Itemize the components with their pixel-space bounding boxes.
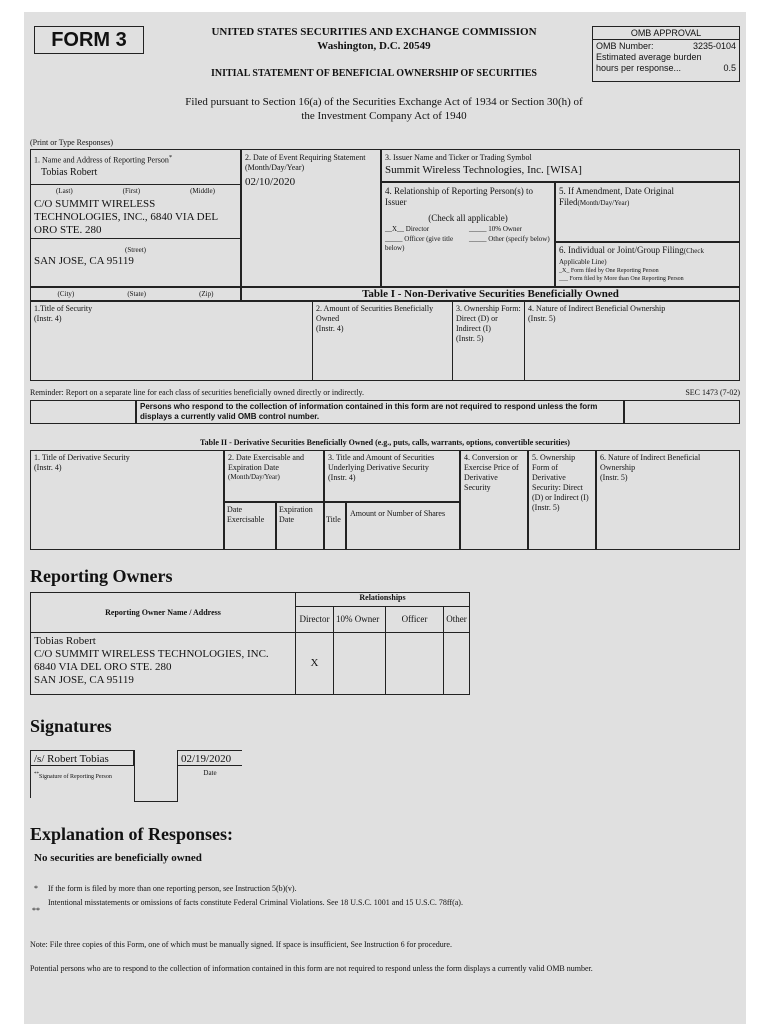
print-or-type: (Print or Type Responses) — [30, 138, 114, 147]
box6-more-persons: ___ Form filed by More than One Reporting Person — [559, 276, 684, 282]
issuer-name-value: Summit Wireless Technologies, Inc. [WISA] — [385, 164, 582, 176]
note2-mark: ** — [32, 906, 40, 915]
table2-col5: 5. Ownership Form of Derivative Security: Direct (D) or Indirect (I) (Instr. 5) — [528, 450, 596, 550]
table2-col2-label: 2. Date Exercisable and Expiration Date — [228, 453, 304, 472]
potential-persons-note: Potential persons who are to respond to the collection of information contained in this form are not required to respond unless the form displays a currently valid OMB number. — [30, 964, 593, 973]
table1-col1: 1.Title of Security (Instr. 4) — [31, 302, 313, 381]
box5-label: 5. If Amendment, Date Original Filed — [559, 186, 674, 207]
owner-address-cell: Tobias Robert C/O SUMMIT WIRELESS TECHNOLOGIES, INC. 6840 VIA DEL ORO STE. 280 SAN JOSE, CA 95119 — [31, 633, 296, 695]
reporting-owners-heading: Reporting Owners — [30, 566, 173, 586]
box3-label: 3. Issuer Name and Ticker or Trading Symbol — [385, 153, 532, 162]
table2-derivative — [30, 450, 740, 550]
box6-one-person: _X_ Form filed by One Reporting Person — [559, 268, 659, 274]
ten-pct-owner-header: 10% Owner — [334, 607, 386, 633]
omb-burden-line: Estimated average burden — [596, 52, 702, 62]
box4-other: _____ Other (specify below) — [469, 235, 550, 243]
table2-col4: 4. Conversion or Exercise Price of Derivative Security — [460, 450, 528, 550]
reporting-person-city: SAN JOSE, CA 95119 — [34, 255, 134, 267]
director-mark: X — [296, 633, 334, 695]
table2-col1: 1. Title of Derivative Security (Instr. 4) — [30, 450, 224, 550]
form-page — [24, 12, 746, 1024]
omb-hours-label: hours per response... — [596, 63, 682, 73]
table2-col2 — [224, 450, 324, 502]
table2-expiration-date: Expiration Date — [276, 502, 324, 550]
table1-col3: 3. Ownership Form: Direct (D) or Indirect (I) (Instr. 5) — [453, 302, 525, 381]
omb-title: OMB APPROVAL — [593, 27, 739, 40]
reminder-text: Reminder: Report on a separate line for each class of securities beneficially owned directly or indirectly. — [30, 388, 365, 397]
event-date-value: 02/10/2020 — [245, 176, 296, 188]
statement-title: INITIAL STATEMENT OF BENEFICIAL OWNERSHIP OF SECURITIES — [210, 68, 537, 79]
table1-col4: 4. Nature of Indirect Beneficial Ownership (Instr. 5) — [525, 302, 740, 381]
officer-cell — [386, 633, 444, 695]
table1-col2: 2. Amount of Securities Beneficially Owned (Instr. 4) — [313, 302, 453, 381]
omb-hours-value: 0.5 — [723, 63, 736, 73]
signer-name: /s/ Robert Tobias — [31, 750, 134, 766]
box4-label: 4. Relationship of Reporting Person(s) to Issuer — [385, 186, 533, 207]
reporting-owners-table — [30, 592, 470, 695]
filed-pursuant-line1: Filed pursuant to Section 16(a) of the Securities Exchange Act of 1934 or Section 30(h) of — [185, 96, 583, 108]
label-last: (Last) — [55, 186, 73, 195]
note1-text: If the form is filed by more than one reporting person, see Instruction 5(b)(v). — [48, 884, 297, 893]
table2-title: Table II - Derivative Securities Beneficially Owned (e.g., puts, calls, warrants, options, convertible securities) — [200, 438, 570, 447]
box4-ten-pct: _____ 10% Owner — [469, 225, 522, 233]
no-securities-note: No securities are beneficially owned — [34, 852, 202, 864]
relationships-header: Relationships — [296, 593, 470, 607]
date-label: Date — [203, 769, 217, 777]
label-middle: (Middle) — [190, 186, 215, 195]
other-header: Other — [444, 607, 470, 633]
director-header: Director — [296, 607, 334, 633]
owner-name-header: Reporting Owner Name / Address — [31, 593, 296, 633]
agency-line2: Washington, D.C. 20549 — [317, 40, 431, 52]
note-copies: Note: File three copies of this Form, one of which must be manually signed. If space is insufficient, See Instruction 6 for procedure. — [30, 940, 452, 949]
table2-col2-small: (Month/Day/Year) — [228, 473, 280, 481]
note2-text: Intentional misstatements or omissions of facts constitute Federal Criminal Violations. See 18 U.S.C. 1001 and 15 U.S.C. 78ff(a). — [48, 898, 463, 907]
box6-label: 6. Individual or Joint/Group Filing — [559, 245, 684, 255]
omb-notice: Persons who respond to the collection of information contained in this form are not required to respond unless the form displays a currently valid OMB control number. — [136, 400, 624, 424]
note1-mark: * — [34, 884, 38, 893]
sec-number: SEC 1473 (7-02) — [685, 388, 740, 397]
signature-spacer — [134, 750, 178, 802]
officer-header: Officer — [386, 607, 444, 633]
label-city: (City) — [57, 290, 75, 298]
omb-approval-box — [592, 26, 740, 82]
other-cell — [444, 633, 470, 695]
box1-label: 1. Name and Address of Reporting Person — [34, 155, 169, 165]
table1-title: Table I - Non-Derivative Securities Beneficially Owned — [241, 287, 740, 301]
reporting-person-name: Tobias Robert — [41, 166, 98, 178]
box5-label-small: (Month/Day/Year) — [577, 199, 630, 207]
table2-col3: 3. Title and Amount of Securities Underlying Derivative Security (Instr. 4) — [324, 450, 460, 502]
signature-cell — [30, 750, 134, 798]
table1-non-derivative — [30, 301, 740, 381]
box4-relationship — [381, 182, 555, 287]
label-street: (Street) — [125, 245, 146, 254]
form-label: FORM 3 — [34, 26, 144, 54]
box3-issuer — [381, 149, 740, 182]
date-cell — [178, 750, 242, 798]
label-first: (First) — [122, 186, 141, 195]
omb-number-value: 3235-0104 — [692, 41, 736, 51]
explanation-heading: Explanation of Responses: — [30, 824, 234, 844]
box2-event-date — [241, 149, 381, 287]
box1-label-mark: * — [168, 154, 173, 161]
table2-date-exercisable: Date Exercisable — [224, 502, 276, 550]
reporting-person-address: C/O SUMMIT WIRELESS TECHNOLOGIES, INC., 6840 VIA DEL ORO STE. 280 — [34, 197, 218, 236]
box4-officer: _____ Officer (give title below) — [385, 235, 454, 252]
box2-label: 2. Date of Event Requiring Statement (Month/Day/Year) — [245, 153, 366, 172]
table2-sub-amount: Amount or Number of Shares — [346, 502, 460, 550]
filed-pursuant-line2: the Investment Company Act of 1940 — [301, 110, 467, 122]
box1-city-area — [30, 238, 241, 287]
box4-director: __X__ Director — [385, 225, 430, 233]
reminder-left-box — [30, 400, 136, 424]
omb-number-label: OMB Number: — [596, 41, 654, 51]
table2-col6: 6. Nature of Indirect Beneficial Ownership (Instr. 5) — [596, 450, 740, 550]
signature-date: 02/19/2020 — [178, 750, 242, 766]
signature-block — [30, 750, 234, 798]
signature-label: Signature of Reporting Person — [39, 774, 112, 780]
signature-mark: ** — [34, 772, 39, 777]
agency-line1: UNITED STATES SECURITIES AND EXCHANGE COMMISSION — [211, 26, 537, 38]
box4-check-all: (Check all applicable) — [428, 213, 508, 223]
box5-amendment — [555, 182, 740, 242]
label-zip: (Zip) — [199, 290, 214, 298]
table2-sub-title: Title — [324, 502, 346, 550]
box6-filing — [555, 242, 740, 287]
ten-pct-cell — [334, 633, 386, 695]
label-state: (State) — [127, 290, 146, 298]
signatures-heading: Signatures — [30, 716, 112, 736]
reminder-right-box — [624, 400, 740, 424]
box6-label-small: (Check Applicable Line) — [559, 247, 704, 266]
box1-city-state-zip-labels — [30, 287, 241, 301]
